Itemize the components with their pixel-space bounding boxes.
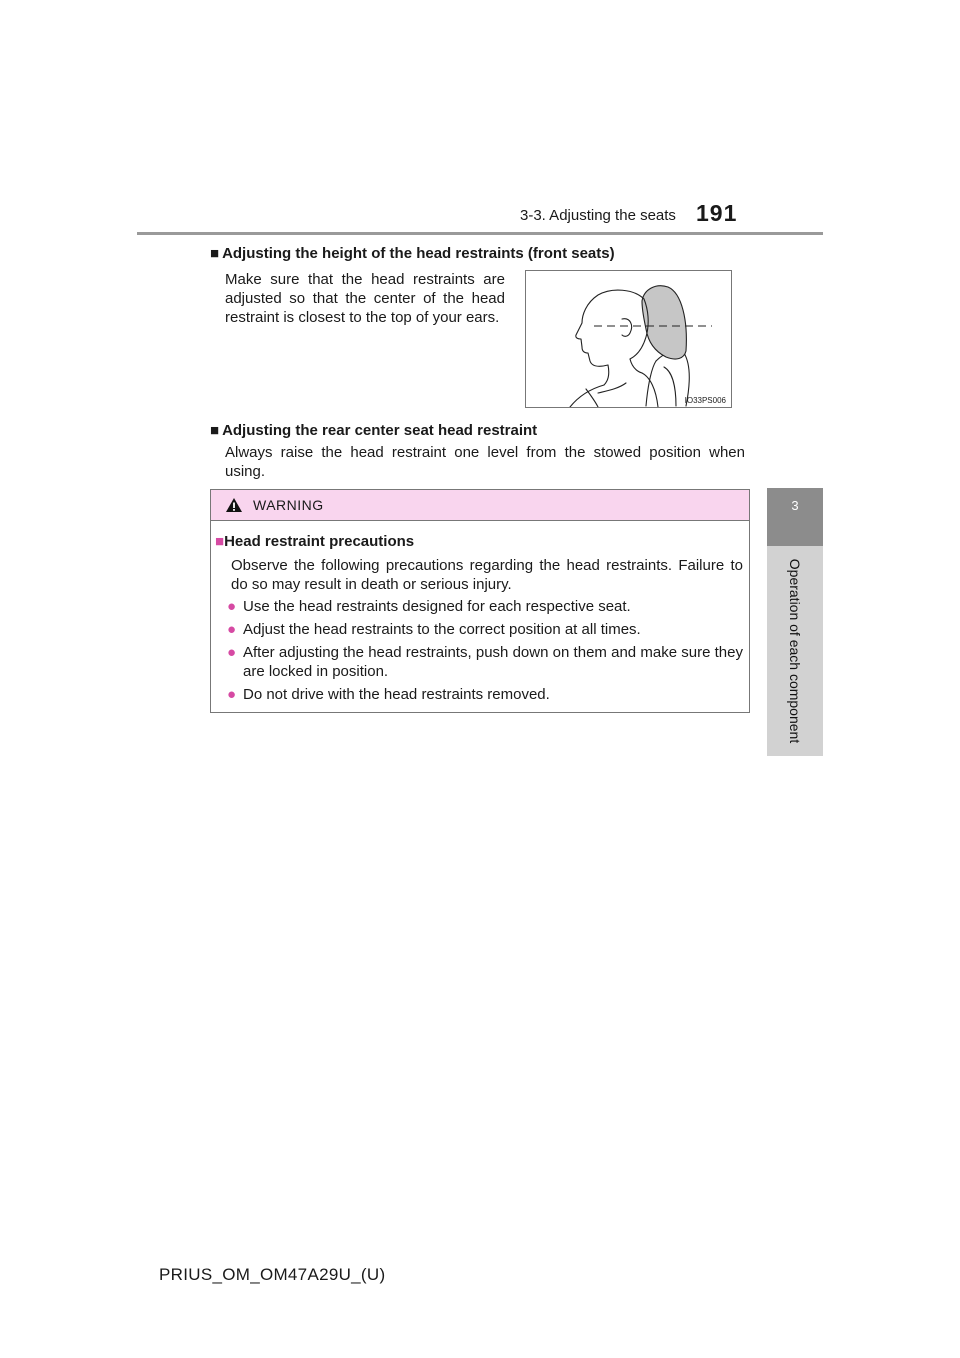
warning-header [211, 490, 749, 521]
warning-intro: Observe the following precautions regarding the head restraints. Failure to do so may result in death or serious injury. [231, 557, 743, 593]
chapter-tab-number: 3 [767, 488, 823, 546]
header-rule [137, 232, 823, 235]
square-bullet-icon: ■ [215, 533, 225, 550]
section-body-rear-center-head-restraint: Always raise the head restraint one level from the stowed position when using. [225, 444, 745, 480]
warning-heading [215, 533, 414, 550]
section-title: 3-3. Adjusting the seats [520, 207, 676, 224]
warning-box [210, 489, 750, 713]
list-item [227, 597, 743, 616]
figure-code: IO33PS006 [684, 396, 726, 405]
list-item [227, 685, 743, 704]
round-bullet-icon: ● [227, 598, 237, 615]
list-item-text: Do not drive with the head restraints removed. [243, 686, 550, 703]
list-item [227, 620, 743, 639]
section-heading-text: Adjusting the rear center seat head restraint [222, 422, 538, 439]
round-bullet-icon: ● [227, 686, 237, 703]
chapter-tab [767, 546, 823, 756]
head-restraint-illustration [526, 271, 731, 407]
warning-triangle-icon [225, 497, 243, 513]
list-item-text: Adjust the head restraints to the correct position at all times. [243, 621, 641, 638]
warning-title: WARNING [253, 497, 324, 513]
list-item-text: After adjusting the head restraints, push down on them and make sure they are locked in position. [243, 644, 743, 680]
page-number: 191 [696, 200, 738, 226]
round-bullet-icon: ● [227, 644, 237, 661]
section-body-front-head-restraints: Make sure that the head restraints are adjusted so that the center of the head restraint is closest to the top of your ears. [225, 271, 505, 326]
head-restraint-figure [525, 270, 732, 408]
warning-heading-text: Head restraint precautions [224, 533, 415, 550]
section-heading-text: Adjusting the height of the head restraints (front seats) [222, 245, 615, 262]
warning-list [227, 597, 743, 708]
section-heading-front-head-restraints [210, 245, 615, 262]
section-heading-rear-center-head-restraint [210, 422, 537, 439]
square-bullet-icon: ■ [210, 245, 220, 262]
list-item-text: Use the head restraints designed for each respective seat. [243, 598, 631, 615]
document-code: PRIUS_OM_OM47A29U_(U) [159, 1265, 386, 1284]
chapter-tab-label: Operation of each component [787, 558, 803, 744]
square-bullet-icon: ■ [210, 422, 220, 439]
list-item [227, 643, 743, 681]
round-bullet-icon: ● [227, 621, 237, 638]
